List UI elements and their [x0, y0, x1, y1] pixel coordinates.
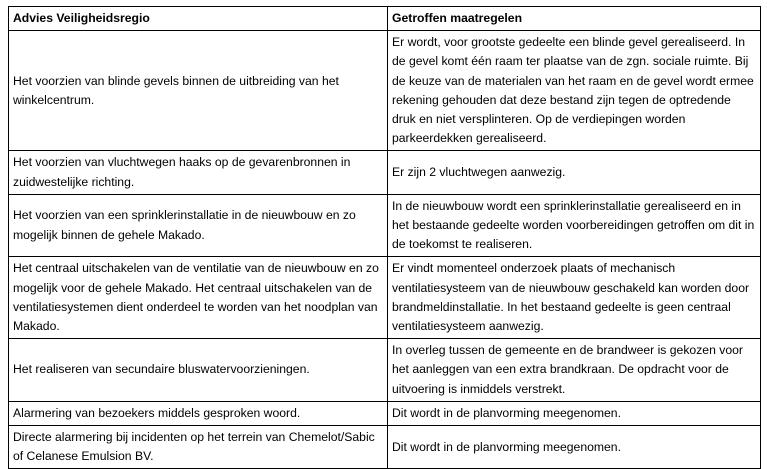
advies-cell: Het realiseren van secundaire bluswatervoorzieningen. [9, 339, 388, 402]
maatregel-cell: Er wordt, voor grootste gedeelte een blinde gevel gerealiseerd. In de gevel komt één raam ter plaatse van de zgn. sociale ruimte. Bij de keuze van de materialen van het raam en de gevel wordt ermee rekening gehouden dat deze bestand zijn tegen de optredende druk en niet versplinteren. Op de verdiepingen worden parkeerdekken gerealiseerd. [388, 31, 761, 151]
advies-cell: Het voorzien van blinde gevels binnen de uitbreiding van het winkelcentrum. [9, 31, 388, 151]
advies-cell: Directe alarmering bij incidenten op het terrein van Chemelot/Sabic of Celanese Emulsion BV. [9, 426, 388, 469]
maatregel-cell: Dit wordt in de planvorming meegenomen. [388, 401, 761, 425]
maatregel-cell: Er vindt momenteel onderzoek plaats of mechanisch ventilatiesysteem van de nieuwbouw geschakeld kan worden door brandmeldinstallatie. In het bestaand gedeelte is geen centraal ventilatiesysteem aanwezig. [388, 257, 761, 339]
column-header-advies: Advies Veiligheidsregio [9, 7, 388, 31]
maatregel-cell: In overleg tussen de gemeente en de brandweer is gekozen voor het aanleggen van een extra brandkraan. De opdracht voor de uitvoering is inmiddels verstrekt. [388, 339, 761, 402]
table-row [9, 426, 761, 469]
table-row [9, 339, 761, 402]
document-page [8, 6, 761, 469]
advice-measures-table [8, 6, 761, 469]
advies-cell: Alarmering van bezoekers middels gesproken woord. [9, 401, 388, 425]
table-row [9, 194, 761, 257]
advies-cell: Het centraal uitschakelen van de ventilatie van de nieuwbouw en zo mogelijk voor de gehele Makado. Het centraal uitschakelen van de ventilatiesystemen dient onderdeel te worden van het noodplan van Makado. [9, 257, 388, 339]
advies-cell: Het voorzien van een sprinklerinstallatie in de nieuwbouw en zo mogelijk binnen de gehele Makado. [9, 194, 388, 257]
table-header-row [9, 7, 761, 31]
column-header-maatregelen: Getroffen maatregelen [388, 7, 761, 31]
table-row [9, 401, 761, 425]
table-row [9, 257, 761, 339]
advies-cell: Het voorzien van vluchtwegen haaks op de gevarenbronnen in zuidwestelijke richting. [9, 151, 388, 194]
maatregel-cell: In de nieuwbouw wordt een sprinklerinstallatie gerealiseerd en in het bestaande gedeelte worden voorbereidingen getroffen om dit in de toekomst te realiseren. [388, 194, 761, 257]
table-row [9, 31, 761, 151]
maatregel-cell: Dit wordt in de planvorming meegenomen. [388, 426, 761, 469]
maatregel-cell: Er zijn 2 vluchtwegen aanwezig. [388, 151, 761, 194]
table-row [9, 151, 761, 194]
